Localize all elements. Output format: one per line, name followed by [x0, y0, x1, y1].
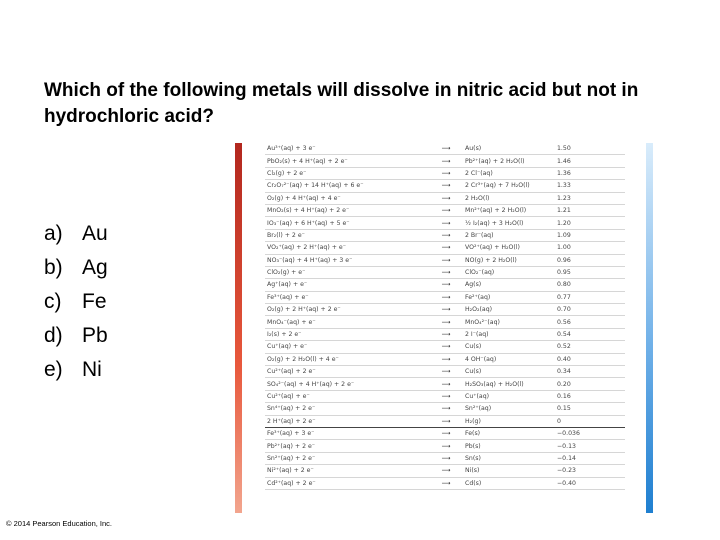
table-row [265, 390, 625, 402]
choice-letter: c) [44, 290, 62, 313]
half-reaction-reactants: ClO₂(g) + e⁻ [265, 266, 429, 278]
half-reaction-reactants: MnO₂(s) + 4 H⁺(aq) + 2 e⁻ [265, 204, 429, 216]
half-reaction-reactants: Fe³⁺(aq) + 3 e⁻ [265, 427, 429, 439]
reaction-arrow: ⟶ [429, 328, 463, 340]
table-row [265, 366, 625, 378]
table-row [265, 204, 625, 216]
standard-potential: 1.46 [555, 155, 625, 167]
table-row [265, 167, 625, 179]
choice-letter: a) [44, 222, 63, 245]
reaction-arrow: ⟶ [429, 403, 463, 415]
half-reaction-reactants: Cu⁺(aq) + e⁻ [265, 341, 429, 353]
reaction-arrow: ⟶ [429, 229, 463, 241]
table-row [265, 266, 625, 278]
half-reaction-reactants: Ni²⁺(aq) + 2 e⁻ [265, 465, 429, 477]
half-reaction-table [265, 143, 625, 490]
half-reaction-reactants: I₂(s) + 2 e⁻ [265, 328, 429, 340]
half-reaction-products: 2 I⁻(aq) [463, 328, 555, 340]
half-reaction-products: Cd(s) [463, 477, 555, 489]
half-reaction-products: Sn²⁺(aq) [463, 403, 555, 415]
table-row [265, 353, 625, 365]
table-row [265, 242, 625, 254]
table-row [265, 192, 625, 204]
reaction-arrow: ⟶ [429, 204, 463, 216]
answer-choice-e [44, 358, 108, 392]
reaction-arrow: ⟶ [429, 477, 463, 489]
choice-letter: e) [44, 358, 63, 381]
standard-potential: 0.16 [555, 390, 625, 402]
reaction-arrow: ⟶ [429, 415, 463, 427]
reaction-arrow: ⟶ [429, 242, 463, 254]
reduction-potential-table [235, 143, 653, 513]
reaction-arrow: ⟶ [429, 440, 463, 452]
table-row [265, 229, 625, 241]
half-reaction-products: Fe²⁺(aq) [463, 291, 555, 303]
standard-potential: −0.40 [555, 477, 625, 489]
standard-potential: 1.23 [555, 192, 625, 204]
half-reaction-products: ClO₂⁻(aq) [463, 266, 555, 278]
standard-potential: 0.52 [555, 341, 625, 353]
half-reaction-reactants: O₂(g) + 4 H⁺(aq) + 4 e⁻ [265, 192, 429, 204]
standard-potential: 1.21 [555, 204, 625, 216]
half-reaction-reactants: Br₂(l) + 2 e⁻ [265, 229, 429, 241]
reaction-arrow: ⟶ [429, 180, 463, 192]
standard-potential: 0.70 [555, 304, 625, 316]
standard-potential: 0.40 [555, 353, 625, 365]
question-text: Which of the following metals will dissolve in nitric acid but not in hydrochloric acid? [44, 80, 639, 127]
standard-potential: 0.15 [555, 403, 625, 415]
reaction-arrow: ⟶ [429, 167, 463, 179]
standard-potential: 0.34 [555, 366, 625, 378]
standard-potential: −0.14 [555, 452, 625, 464]
half-reaction-reactants: Sn²⁺(aq) + 2 e⁻ [265, 452, 429, 464]
half-reaction-products: 2 Br⁻(aq) [463, 229, 555, 241]
standard-potential: 1.33 [555, 180, 625, 192]
table-row [265, 415, 625, 427]
reaction-arrow: ⟶ [429, 390, 463, 402]
half-reaction-reactants: Au³⁺(aq) + 3 e⁻ [265, 143, 429, 155]
half-reaction-reactants: Fe³⁺(aq) + e⁻ [265, 291, 429, 303]
half-reaction-reactants: VO₂⁺(aq) + 2 H⁺(aq) + e⁻ [265, 242, 429, 254]
table-row [265, 427, 625, 439]
standard-potential: 0 [555, 415, 625, 427]
table-row [265, 465, 625, 477]
reaction-arrow: ⟶ [429, 143, 463, 155]
half-reaction-products: Ni(s) [463, 465, 555, 477]
standard-potential: 1.09 [555, 229, 625, 241]
choice-letter: b) [44, 256, 63, 279]
half-reaction-products: Pb²⁺(aq) + 2 H₂O(l) [463, 155, 555, 167]
half-reaction-reactants: Cl₂(g) + 2 e⁻ [265, 167, 429, 179]
half-reaction-products: Cu⁺(aq) [463, 390, 555, 402]
standard-potential: 1.50 [555, 143, 625, 155]
half-reaction-reactants: Cr₂O₇²⁻(aq) + 14 H⁺(aq) + 6 e⁻ [265, 180, 429, 192]
half-reaction-reactants: Cu²⁺(aq) + e⁻ [265, 390, 429, 402]
reaction-arrow: ⟶ [429, 341, 463, 353]
answer-choice-c [44, 290, 108, 324]
half-reaction-products: Fe(s) [463, 427, 555, 439]
answer-choice-a [44, 222, 108, 256]
table-row [265, 254, 625, 266]
standard-potential: 1.20 [555, 217, 625, 229]
table-row [265, 378, 625, 390]
table-row [265, 291, 625, 303]
answer-choices [44, 222, 108, 392]
half-reaction-reactants: MnO₄⁻(aq) + e⁻ [265, 316, 429, 328]
table-row [265, 440, 625, 452]
half-reaction-products: Sn(s) [463, 452, 555, 464]
reaction-arrow: ⟶ [429, 366, 463, 378]
half-reaction-reactants: Pb²⁺(aq) + 2 e⁻ [265, 440, 429, 452]
table-row [265, 143, 625, 155]
standard-potential: −0.13 [555, 440, 625, 452]
reaction-arrow: ⟶ [429, 217, 463, 229]
table-row [265, 217, 625, 229]
half-reaction-reactants: O₂(g) + 2 H⁺(aq) + 2 e⁻ [265, 304, 429, 316]
copyright-notice: © 2014 Pearson Education, Inc. [6, 519, 113, 528]
table-row [265, 403, 625, 415]
reaction-arrow: ⟶ [429, 316, 463, 328]
standard-potential: −0.23 [555, 465, 625, 477]
table-row [265, 328, 625, 340]
choice-text: Fe [82, 290, 107, 313]
standard-potential: 1.36 [555, 167, 625, 179]
reducing-strength-bar [646, 143, 653, 513]
reaction-arrow: ⟶ [429, 266, 463, 278]
half-reaction-reactants: Ag⁺(aq) + e⁻ [265, 279, 429, 291]
half-reaction-products: MnO₄²⁻(aq) [463, 316, 555, 328]
table-row [265, 477, 625, 489]
half-reaction-reactants: O₂(g) + 2 H₂O(l) + 4 e⁻ [265, 353, 429, 365]
choice-text: Ag [82, 256, 108, 279]
choice-letter: d) [44, 324, 63, 347]
standard-potential: 0.95 [555, 266, 625, 278]
choice-text: Pb [82, 324, 108, 347]
half-reaction-reactants: SO₄²⁻(aq) + 4 H⁺(aq) + 2 e⁻ [265, 378, 429, 390]
choice-text: Au [82, 222, 108, 245]
standard-potential: 0.77 [555, 291, 625, 303]
reaction-arrow: ⟶ [429, 254, 463, 266]
reaction-arrow: ⟶ [429, 291, 463, 303]
table-row [265, 341, 625, 353]
table-row [265, 316, 625, 328]
table-row [265, 304, 625, 316]
half-reaction-products: Mn²⁺(aq) + 2 H₂O(l) [463, 204, 555, 216]
half-reaction-products: 4 OH⁻(aq) [463, 353, 555, 365]
half-reaction-reactants: IO₃⁻(aq) + 6 H⁺(aq) + 5 e⁻ [265, 217, 429, 229]
half-reaction-reactants: PbO₂(s) + 4 H⁺(aq) + 2 e⁻ [265, 155, 429, 167]
standard-potential: 0.56 [555, 316, 625, 328]
reaction-arrow: ⟶ [429, 304, 463, 316]
reaction-arrow: ⟶ [429, 155, 463, 167]
half-reaction-reactants: Cu²⁺(aq) + 2 e⁻ [265, 366, 429, 378]
half-reaction-products: H₂SO₃(aq) + H₂O(l) [463, 378, 555, 390]
half-reaction-products: 2 Cl⁻(aq) [463, 167, 555, 179]
half-reaction-reactants: 2 H⁺(aq) + 2 e⁻ [265, 415, 429, 427]
reaction-arrow: ⟶ [429, 452, 463, 464]
half-reaction-products: H₂(g) [463, 415, 555, 427]
half-reaction-products: ½ I₂(aq) + 3 H₂O(l) [463, 217, 555, 229]
table-row [265, 155, 625, 167]
standard-potential: 1.00 [555, 242, 625, 254]
standard-potential: 0.80 [555, 279, 625, 291]
table-row [265, 279, 625, 291]
half-reaction-products: 2 Cr³⁺(aq) + 7 H₂O(l) [463, 180, 555, 192]
half-reaction-reactants: NO₃⁻(aq) + 4 H⁺(aq) + 3 e⁻ [265, 254, 429, 266]
table-body [265, 143, 625, 489]
half-reaction-products: Cu(s) [463, 366, 555, 378]
reaction-arrow: ⟶ [429, 279, 463, 291]
oxidizing-strength-bar [235, 143, 242, 513]
half-reaction-reactants: Sn⁴⁺(aq) + 2 e⁻ [265, 403, 429, 415]
half-reaction-products: Pb(s) [463, 440, 555, 452]
reaction-arrow: ⟶ [429, 353, 463, 365]
half-reaction-products: Au(s) [463, 143, 555, 155]
table-row [265, 180, 625, 192]
half-reaction-products: 2 H₂O(l) [463, 192, 555, 204]
half-reaction-products: Ag(s) [463, 279, 555, 291]
choice-text: Ni [82, 358, 102, 381]
half-reaction-products: VO²⁺(aq) + H₂O(l) [463, 242, 555, 254]
table-row [265, 452, 625, 464]
reaction-arrow: ⟶ [429, 427, 463, 439]
standard-potential: 0.20 [555, 378, 625, 390]
reaction-arrow: ⟶ [429, 465, 463, 477]
standard-potential: 0.96 [555, 254, 625, 266]
standard-potential: −0.036 [555, 427, 625, 439]
answer-choice-d [44, 324, 108, 358]
reaction-arrow: ⟶ [429, 192, 463, 204]
standard-potential: 0.54 [555, 328, 625, 340]
half-reaction-products: H₂O₂(aq) [463, 304, 555, 316]
half-reaction-products: NO(g) + 2 H₂O(l) [463, 254, 555, 266]
reaction-arrow: ⟶ [429, 378, 463, 390]
half-reaction-reactants: Cd²⁺(aq) + 2 e⁻ [265, 477, 429, 489]
answer-choice-b [44, 256, 108, 290]
half-reaction-products: Cu(s) [463, 341, 555, 353]
